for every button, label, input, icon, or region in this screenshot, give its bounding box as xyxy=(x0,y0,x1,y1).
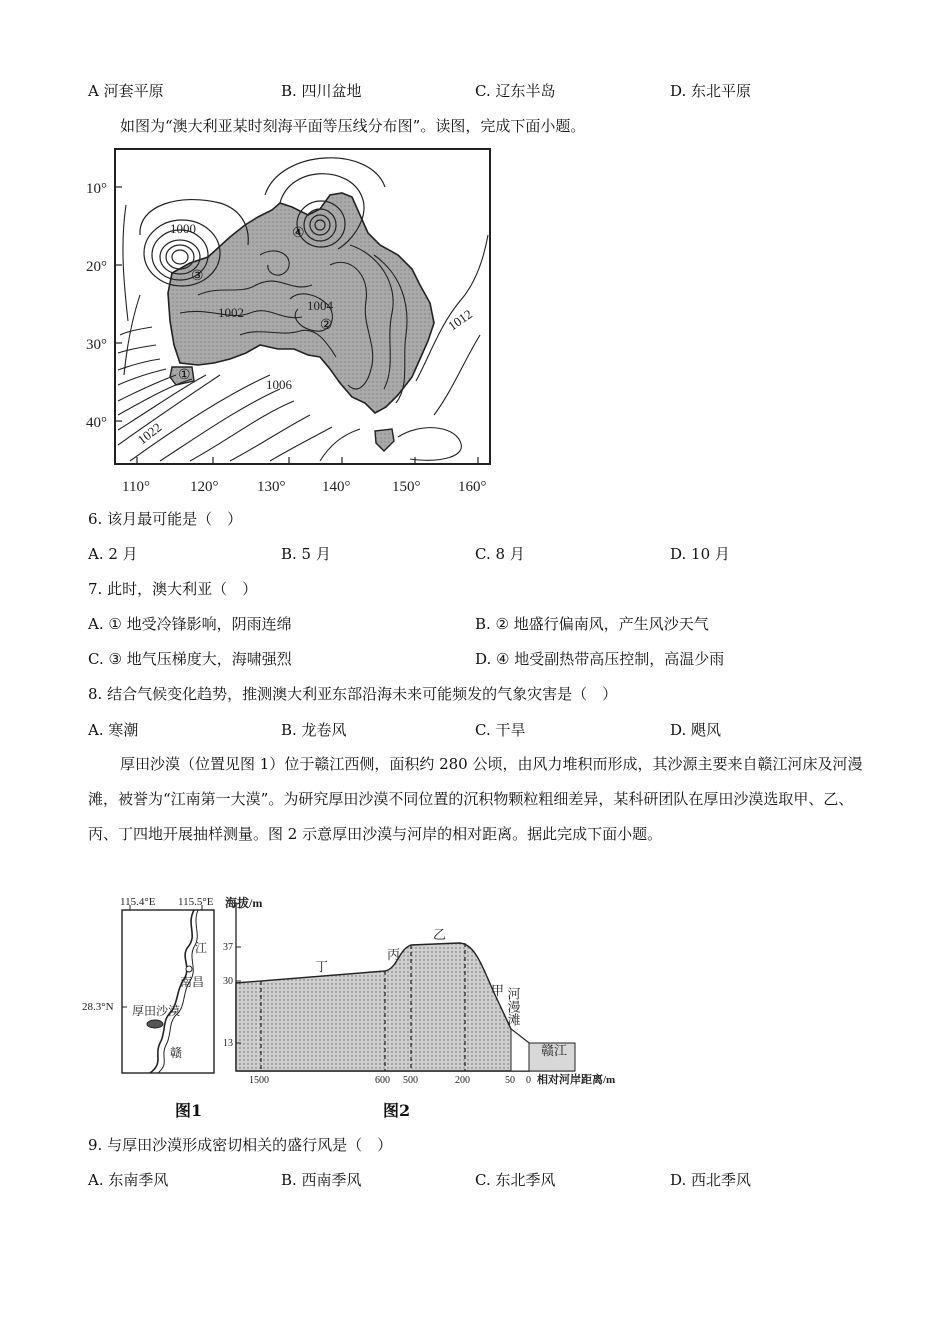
lat-label: 40° xyxy=(86,415,107,431)
site-jia: 甲 xyxy=(491,983,505,998)
fig1-label-jiang: 江 xyxy=(195,941,208,955)
lat-label: 10° xyxy=(86,181,107,197)
marker-2: ② xyxy=(320,318,333,333)
q5-option-c[interactable]: C. 辽东半岛 xyxy=(475,82,556,100)
q8-option-a[interactable]: A. 寒潮 xyxy=(88,721,139,739)
lon-label: 150° xyxy=(392,479,421,495)
x-tick: 1500 xyxy=(249,1075,269,1086)
ganjiang-label: 赣江 xyxy=(541,1043,568,1058)
q9-option-c[interactable]: C. 东北季风 xyxy=(475,1171,556,1189)
q8-option-b[interactable]: B. 龙卷风 xyxy=(281,721,347,739)
lon-label: 110° xyxy=(122,479,150,495)
australia-isobar-map xyxy=(80,145,500,500)
marker-1: ① xyxy=(178,368,191,383)
q5-option-a[interactable]: A 河套平原 xyxy=(88,82,164,100)
houtian-desert-patch xyxy=(147,1020,163,1028)
fig1-label-houtian: 厚田沙漠 xyxy=(132,1004,181,1018)
x-tick: 0 xyxy=(526,1075,531,1086)
isobar-label: 1006 xyxy=(266,377,292,392)
x-axis-title: 相对河岸距离/m xyxy=(537,1074,616,1086)
q8-option-c[interactable]: C. 干旱 xyxy=(475,721,526,739)
q7-option-b[interactable]: B. ② 地盛行偏南风，产生风沙天气 xyxy=(475,615,709,633)
site-bing: 丙 xyxy=(387,947,401,962)
isobar-label: 1004 xyxy=(307,298,333,313)
isobar-label: 1002 xyxy=(218,305,244,320)
lon-label: 160° xyxy=(458,479,487,495)
lon-label: 120° xyxy=(190,479,219,495)
fig1-frame xyxy=(122,910,214,1073)
q6-option-c[interactable]: C. 8 月 xyxy=(475,545,525,563)
isobar-label: 1000 xyxy=(170,221,196,236)
y-tick: 37 xyxy=(223,942,233,953)
fig1-lon-label: 115.4°E xyxy=(120,896,156,908)
y-tick: 30 xyxy=(223,976,233,987)
x-tick: 200 xyxy=(455,1075,470,1086)
q9-option-a[interactable]: A. 东南季风 xyxy=(88,1171,169,1189)
y-tick: 13 xyxy=(223,1038,233,1049)
fig1-lat-label: 28.3°N xyxy=(82,1001,114,1013)
nanchang-city xyxy=(186,966,192,972)
figure2-caption: 图2 xyxy=(383,1101,411,1120)
fig1-lon-label: 115.5°E xyxy=(178,896,214,908)
isobar-label: 1012 xyxy=(445,306,476,334)
q5-option-b[interactable]: B. 四川盆地 xyxy=(281,82,362,100)
floodplain-label: 河漫滩 xyxy=(505,987,521,1026)
q9-option-d[interactable]: D. 西北季风 xyxy=(670,1171,752,1189)
q8-option-d[interactable]: D. 飓风 xyxy=(670,721,722,739)
q7-options-row1 xyxy=(88,613,868,635)
q5-option-d[interactable]: D. 东北平原 xyxy=(670,82,752,100)
isobar-label: 1022 xyxy=(134,419,165,448)
lat-label: 30° xyxy=(86,337,107,353)
q6-option-a[interactable]: A. 2 月 xyxy=(88,545,138,563)
q8-options xyxy=(88,719,868,741)
q7-option-d[interactable]: D. ④ 地受副热带高压控制，高温少雨 xyxy=(475,650,725,668)
q6-options xyxy=(88,543,868,565)
marker-3: ③ xyxy=(191,269,204,284)
passage-houtian: 厚田沙漠（位置见图 1）位于赣江西侧，面积约 280 公顷，由风力堆积而形成，其沙源主要来自赣江河床及河漫滩，被誉为“江南第一大漠”。为研究厚田沙漠不同位置的沉积物颗粒粗细差异，某科研团队在厚田沙漠选取甲、乙、丙、丁四地开展抽样测量。图 2 示意厚田沙漠与河岸的相对距离。据此完成下面小题。 xyxy=(88,755,863,843)
sand-profile xyxy=(236,943,529,1071)
marker-4: ④ xyxy=(292,226,305,241)
q9-stem: 9. 与厚田沙漠形成密切相关的盛行风是（ ） xyxy=(88,1136,393,1154)
q6-option-b[interactable]: B. 5 月 xyxy=(281,545,331,563)
q6-option-d[interactable]: D. 10 月 xyxy=(670,545,730,563)
y-axis-title: 海拔/m xyxy=(225,896,263,910)
lat-label: 20° xyxy=(86,259,107,275)
site-yi: 乙 xyxy=(433,927,447,942)
x-tick: 50 xyxy=(505,1075,515,1086)
q5-options xyxy=(88,80,868,102)
x-tick: 600 xyxy=(375,1075,390,1086)
lon-label: 140° xyxy=(322,479,351,495)
fig1-label-nanchang: 南昌 xyxy=(180,975,205,989)
q9-option-b[interactable]: B. 西南季风 xyxy=(281,1171,362,1189)
q7-option-c[interactable]: C. ③ 地气压梯度大，海啸强烈 xyxy=(88,650,292,668)
q7-stem: 7. 此时，澳大利亚（ ） xyxy=(88,580,258,598)
map-intro: 如图为“澳大利亚某时刻海平面等压线分布图”。读图，完成下面小题。 xyxy=(120,117,586,135)
lon-label: 130° xyxy=(257,479,286,495)
fig1-label-gan: 赣 xyxy=(170,1046,183,1060)
q8-stem: 8. 结合气候变化趋势，推测澳大利亚东部沿海未来可能频发的气象灾害是（ ） xyxy=(88,685,618,703)
q7-option-a[interactable]: A. ① 地受冷锋影响，阴雨连绵 xyxy=(88,615,292,633)
figure2-profile xyxy=(215,895,645,1087)
figure1-location-map xyxy=(82,895,222,1085)
q9-options xyxy=(88,1169,868,1191)
figure1-caption: 图1 xyxy=(175,1101,203,1120)
site-ding: 丁 xyxy=(315,959,329,974)
x-tick: 500 xyxy=(403,1075,418,1086)
q7-options-row2 xyxy=(88,648,868,670)
q6-stem: 6. 该月最可能是（ ） xyxy=(88,510,243,528)
